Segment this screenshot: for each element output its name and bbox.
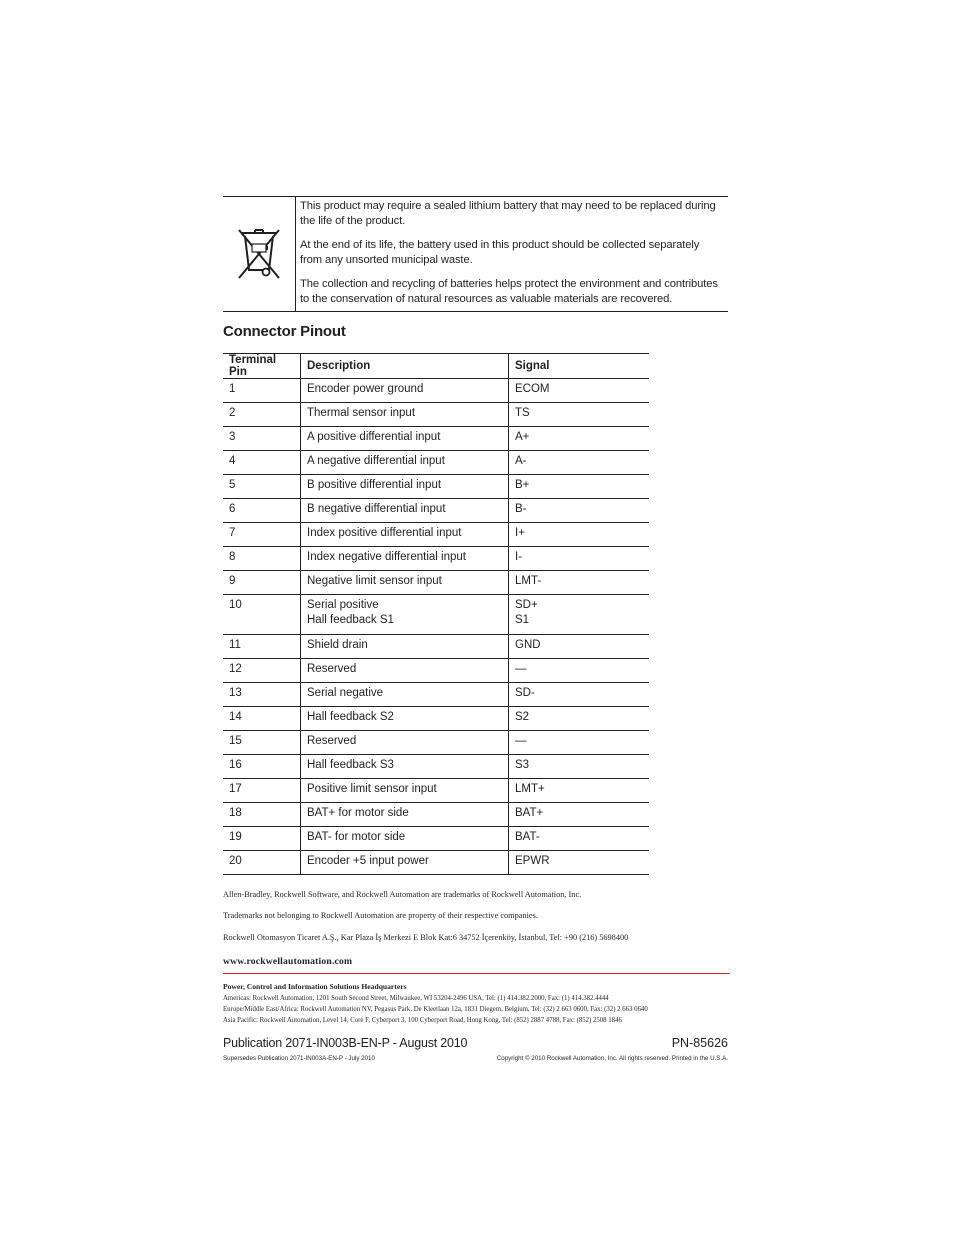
table-row xyxy=(223,571,649,595)
pin-cell: 8 xyxy=(223,547,301,571)
description-cell: Index positive differential input xyxy=(301,523,509,547)
pin-cell: 17 xyxy=(223,779,301,803)
pin-cell: 11 xyxy=(223,635,301,659)
description-cell: B negative differential input xyxy=(301,499,509,523)
table-body xyxy=(223,379,649,875)
signal-cell: ECOM xyxy=(509,379,650,403)
signal-cell: A+ xyxy=(509,427,650,451)
signal-cell: A- xyxy=(509,451,650,475)
headquarters-apac: Asia Pacific: Rockwell Automation, Level 14, Core F, Cyberport 3, 100 Cyberport Road, Hong Kong, Tel: (852) 2887 4788, Fax: (852) 2508 1846 xyxy=(223,1017,622,1024)
table-row xyxy=(223,595,649,635)
section-heading: Connector Pinout xyxy=(223,323,346,340)
description-cell: A negative differential input xyxy=(301,451,509,475)
table-row xyxy=(223,851,649,875)
description-cell: Serial negative xyxy=(301,683,509,707)
signal-cell: I- xyxy=(509,547,650,571)
website-link[interactable]: www.rockwellautomation.com xyxy=(223,956,353,967)
table-row xyxy=(223,403,649,427)
supersedes-notice: Supersedes Publication 2071-IN003A-EN-P - July 2010 xyxy=(223,1055,375,1062)
pin-cell: 9 xyxy=(223,571,301,595)
copyright-notice: Copyright © 2010 Rockwell Automation, Inc. All rights reserved. Printed in the U.S.A. xyxy=(496,1055,728,1062)
description-cell: Positive limit sensor input xyxy=(301,779,509,803)
description-cell: Encoder +5 input power xyxy=(301,851,509,875)
signal-cell: — xyxy=(509,731,650,755)
table-row xyxy=(223,523,649,547)
description-cell: Negative limit sensor input xyxy=(301,571,509,595)
signal-cell: S3 xyxy=(509,755,650,779)
description-cell: A positive differential input xyxy=(301,427,509,451)
table-row xyxy=(223,731,649,755)
table-row xyxy=(223,755,649,779)
signal-cell: LMT+ xyxy=(509,779,650,803)
table-header-row xyxy=(223,354,649,379)
signal-cell: BAT+ xyxy=(509,803,650,827)
pin-cell: 12 xyxy=(223,659,301,683)
connector-pinout-table xyxy=(223,353,649,875)
pin-cell: 16 xyxy=(223,755,301,779)
headquarters-title: Power, Control and Information Solutions Headquarters xyxy=(223,982,407,991)
table-row xyxy=(223,779,649,803)
pin-cell: 6 xyxy=(223,499,301,523)
signal-cell: S2 xyxy=(509,707,650,731)
battery-notice-paragraph: At the end of its life, the battery used in this product should be collected separately from any unsorted municipal waste. xyxy=(300,239,700,266)
table-row xyxy=(223,475,649,499)
battery-disposal-notice xyxy=(223,196,728,312)
pin-cell: 10 xyxy=(223,595,301,635)
signal-cell: B+ xyxy=(509,475,650,499)
pin-cell: 15 xyxy=(223,731,301,755)
signal-cell: TS xyxy=(509,403,650,427)
table-row xyxy=(223,635,649,659)
headquarters-emea: Europe/Middle East/Africa: Rockwell Automation NV, Pegasus Park, De Kleetlaan 12a, 1831 Diegem, Belgium, Tel: (32) 2 663 0600, Fax: (32) 2 663 0640 xyxy=(223,1006,648,1013)
pin-cell: 14 xyxy=(223,707,301,731)
signal-cell: GND xyxy=(509,635,650,659)
description-cell: BAT+ for motor side xyxy=(301,803,509,827)
pin-cell: 1 xyxy=(223,379,301,403)
pin-cell: 19 xyxy=(223,827,301,851)
description-cell: Hall feedback S3 xyxy=(301,755,509,779)
table-row xyxy=(223,499,649,523)
description-cell: Encoder power ground xyxy=(301,379,509,403)
table-row xyxy=(223,803,649,827)
description-cell: BAT- for motor side xyxy=(301,827,509,851)
battery-notice-paragraph: The collection and recycling of batteries helps protect the environment and contributes to the conservation of natural resources as valuable materials are recovered. xyxy=(300,278,718,305)
table-row xyxy=(223,451,649,475)
column-header-description: Description xyxy=(301,354,509,379)
headquarters-americas: Americas: Rockwell Automation, 1201 South Second Street, Milwaukee, WI 53204-2496 USA, Tel: (1) 414.382.2000, Fax: (1) 414.382.4444 xyxy=(223,995,609,1002)
description-cell: Thermal sensor input xyxy=(301,403,509,427)
table-row xyxy=(223,427,649,451)
trademark-notice: Allen-Bradley, Rockwell Software, and Rockwell Automation are trademarks of Rockwell Automation, Inc. xyxy=(223,890,582,899)
column-header-terminal-pin: Terminal Pin xyxy=(223,354,301,379)
other-trademarks-notice: Trademarks not belonging to Rockwell Automation are property of their respective companies. xyxy=(223,911,538,920)
signal-cell: SD+ S1 xyxy=(509,595,650,635)
pin-cell: 20 xyxy=(223,851,301,875)
pin-cell: 4 xyxy=(223,451,301,475)
table-row xyxy=(223,707,649,731)
pin-cell: 7 xyxy=(223,523,301,547)
publication-number: Publication 2071-IN003B-EN-P - August 2010 xyxy=(223,1036,468,1050)
signal-cell: LMT- xyxy=(509,571,650,595)
table-row xyxy=(223,827,649,851)
table-row xyxy=(223,659,649,683)
description-cell: Reserved xyxy=(301,659,509,683)
battery-icon-cell xyxy=(223,197,296,311)
description-cell: Shield drain xyxy=(301,635,509,659)
pin-cell: 18 xyxy=(223,803,301,827)
signal-cell: I+ xyxy=(509,523,650,547)
signal-cell: B- xyxy=(509,499,650,523)
description-cell: Hall feedback S2 xyxy=(301,707,509,731)
description-cell: Index negative differential input xyxy=(301,547,509,571)
pin-cell: 13 xyxy=(223,683,301,707)
pin-cell: 3 xyxy=(223,427,301,451)
signal-cell: SD- xyxy=(509,683,650,707)
table-row xyxy=(223,683,649,707)
part-number: PN-85626 xyxy=(671,1036,728,1050)
table-row xyxy=(223,379,649,403)
signal-cell: EPWR xyxy=(509,851,650,875)
red-divider xyxy=(223,973,730,974)
column-header-signal: Signal xyxy=(509,354,650,379)
description-cell: B positive differential input xyxy=(301,475,509,499)
battery-notice-paragraph: This product may require a sealed lithium battery that may need to be replaced during the life of the product. xyxy=(300,200,716,227)
table-row xyxy=(223,547,649,571)
description-cell: Serial positive Hall feedback S1 xyxy=(301,595,509,635)
battery-notice-text xyxy=(296,197,728,311)
signal-cell: — xyxy=(509,659,650,683)
pin-cell: 2 xyxy=(223,403,301,427)
pin-cell: 5 xyxy=(223,475,301,499)
turkey-office-address: Rockwell Otomasyon Ticaret A.Ş., Kar Plaza İş Merkezi E Blok Kat:6 34752 İçerenköy, İstanbul, Tel: +90 (216) 5698400 xyxy=(223,933,629,942)
description-cell: Reserved xyxy=(301,731,509,755)
crossed-out-wheelie-bin-battery-icon xyxy=(236,226,282,282)
signal-cell: BAT- xyxy=(509,827,650,851)
